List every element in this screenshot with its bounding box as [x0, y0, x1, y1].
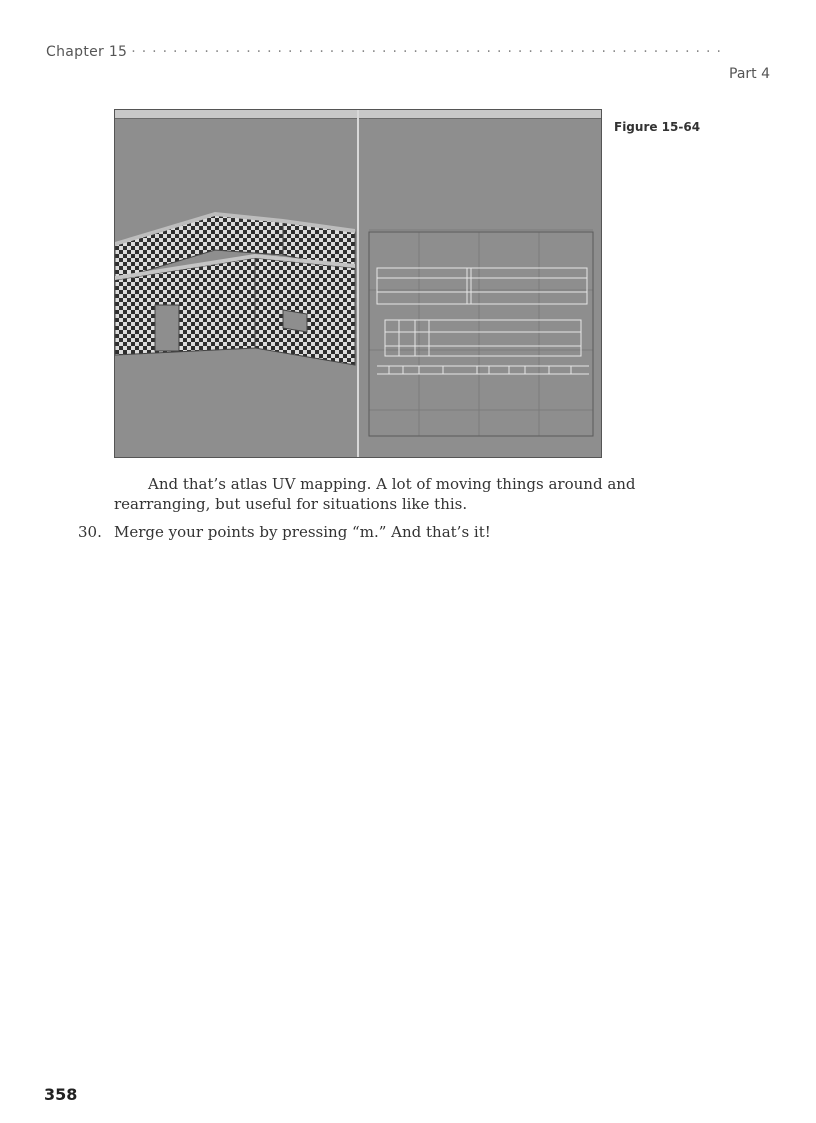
running-header: [46, 44, 758, 62]
step-number: 30.: [78, 523, 102, 541]
uv-map-illustration: [359, 110, 601, 457]
chapter-label: Chapter 15: [46, 44, 128, 60]
step-text: Merge your points by pressing “m.” And that’s it!: [114, 523, 491, 541]
header-leader-dots: ·························································: [131, 44, 727, 60]
body-paragraph: [114, 474, 694, 514]
checkered-model-illustration: [115, 110, 357, 457]
uv-viewport: [359, 110, 601, 457]
numbered-step: [78, 522, 698, 542]
paragraph-text: And that’s atlas UV mapping. A lot of moving things around and rearranging, but useful for situations like this.: [114, 475, 636, 513]
page-number: 358: [44, 1085, 78, 1104]
figure-screenshot: [114, 109, 602, 458]
perspective-viewport: [115, 110, 357, 457]
part-label: Part 4: [729, 66, 770, 82]
figure-caption: Figure 15-64: [614, 120, 701, 134]
